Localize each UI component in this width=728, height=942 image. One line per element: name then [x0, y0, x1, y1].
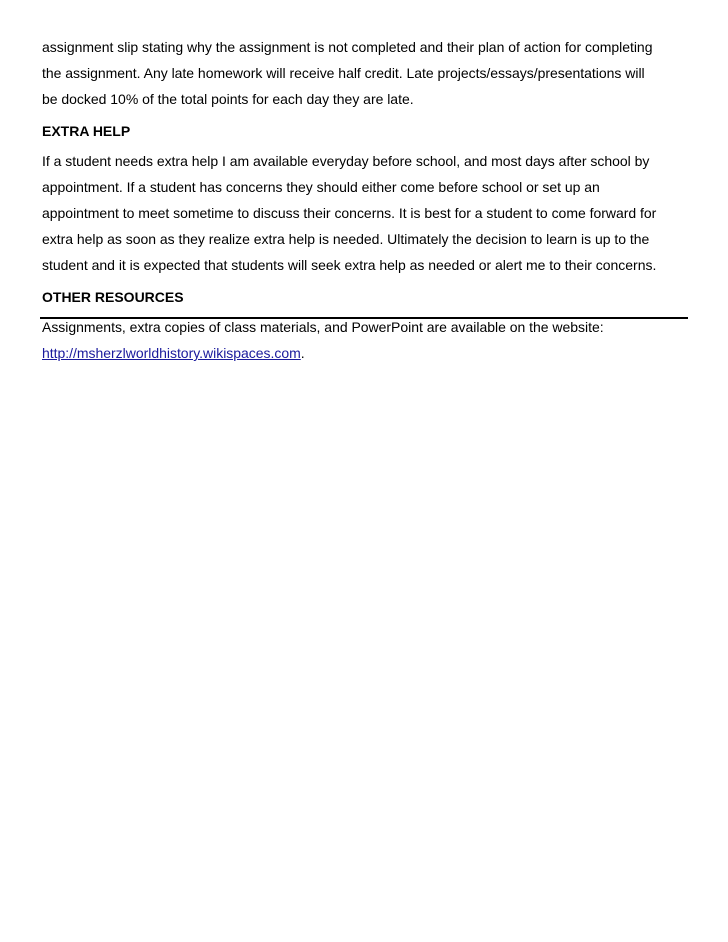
section-divider-line [40, 317, 688, 319]
extra-help-heading: EXTRA HELP [42, 123, 131, 139]
paragraph-line: If a student needs extra help I am available everyday before school, and most days after school by [42, 153, 650, 169]
link-suffix: . [300, 345, 305, 361]
paragraph-line: Assignments, extra copies of class materials, and PowerPoint are available on the website: [42, 319, 604, 335]
website-link[interactable]: http://msherzlworldhistory.wikispaces.com [42, 345, 301, 361]
paragraph-line: student and it is expected that students will seek extra help as needed or alert me to their concerns. [42, 257, 657, 273]
paragraph-line: appointment to meet sometime to discuss their concerns. It is best for a student to come forward for [42, 205, 657, 221]
paragraph-line: appointment. If a student has concerns they should either come before school or set up an [42, 179, 600, 195]
paragraph-line: assignment slip stating why the assignment is not completed and their plan of action for completing [42, 39, 653, 55]
other-resources-heading: OTHER RESOURCES [42, 289, 184, 305]
paragraph-line: be docked 10% of the total points for each day they are late. [42, 91, 414, 107]
extra-help-paragraph [42, 148, 688, 278]
paragraph-line: extra help as soon as they realize extra help is needed. Ultimately the decision to learn is up to the [42, 231, 650, 247]
late-work-paragraph [42, 34, 688, 112]
other-resources-paragraph [42, 314, 688, 366]
paragraph-line: the assignment. Any late homework will receive half credit. Late projects/essays/presentations will [42, 65, 645, 81]
paragraph-line [42, 340, 688, 366]
